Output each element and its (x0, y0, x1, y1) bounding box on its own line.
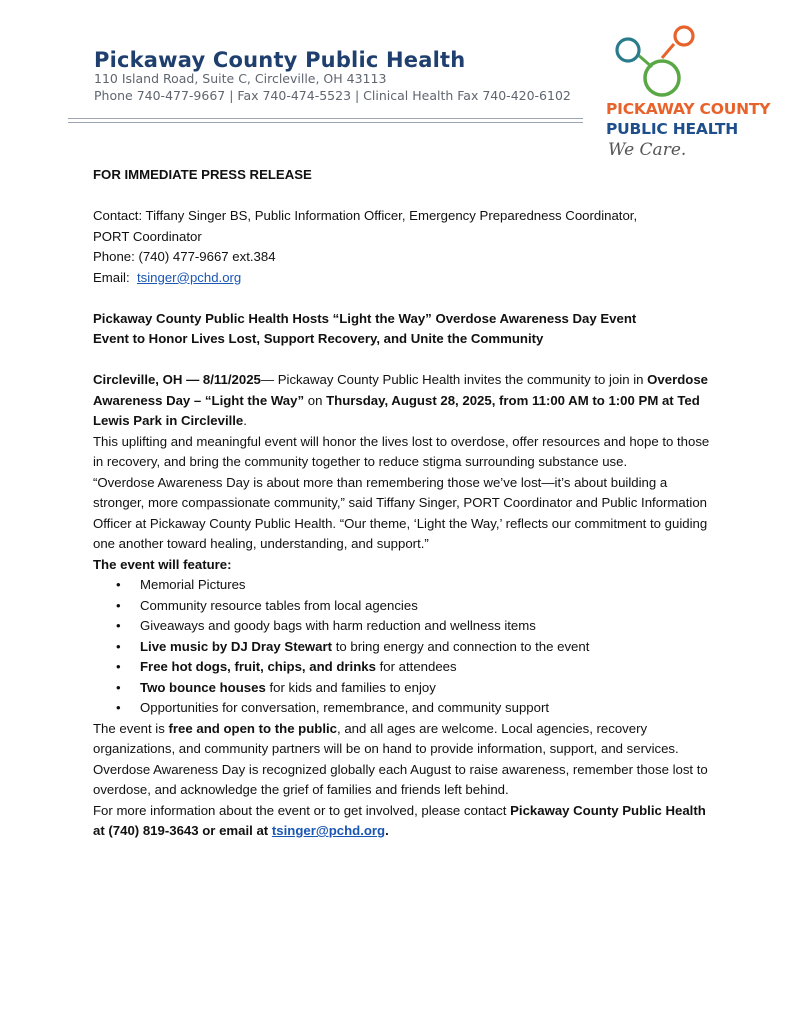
org-name: Pickaway County Public Health (94, 48, 466, 72)
feature-item: • Live music by DJ Dray Stewart to bring energy and connection to the event (138, 637, 713, 658)
event-when-where: Thursday, August 28, 2025, from 11:00 AM to 1:00 PM at Ted Lewis Park in Circleville (93, 392, 700, 428)
email-link[interactable]: tsinger@pchd.org (136, 269, 242, 285)
contact-line-2: PORT Coordinator (93, 228, 202, 244)
pchd-logo (604, 22, 774, 167)
contact-line: Contact: Tiffany Singer BS, Public Information Officer, Emergency Preparedness Coordinator, (93, 208, 638, 223)
org-address: 110 Island Road, Suite C, Circleville, OH 43113 (94, 71, 387, 86)
event-name: Overdose Awareness Day – “Light the Way” (93, 372, 709, 408)
header-rule-top (68, 118, 583, 119)
logo-tagline: We Care. (608, 140, 687, 160)
dateline: Circleville, OH — 8/11/2025 (93, 372, 261, 387)
header-rule-bottom (68, 122, 583, 123)
email-label: Email: (93, 269, 130, 285)
feature-item: • Memorial Pictures (138, 575, 713, 596)
logo-line2: PUBLIC HEALTH (606, 120, 738, 138)
public-paragraph: The event is free and open to the public, and all ages are welcome. Local agencies, recovery organizations, and community partners will be on hand to provide information, support, and services. (93, 720, 679, 756)
feature-item: • Community resource tables from local agencies (138, 596, 713, 617)
connected-circles-icon (604, 22, 774, 102)
more-info-email-link[interactable]: tsinger@pchd.org (271, 823, 386, 838)
features-heading: The event will feature: (93, 556, 232, 572)
feature-item: • Giveaways and goody bags with harm reduction and wellness items (138, 616, 713, 637)
contact-phone: Phone: (740) 477-9667 ext.384 (93, 249, 276, 264)
headline-subtitle: Event to Honor Lives Lost, Support Recovery, and Unite the Community (93, 331, 544, 346)
intro-paragraph: Circleville, OH — 8/11/2025— Pickaway County Public Health invites the community to join in Overdose Awareness Day – “Light the Way” on Thursday, August 28, 2025, from 11:00 AM to 1:00 PM at Ted Lewis Park in Circleville. (93, 372, 709, 428)
features-list (93, 575, 713, 719)
global-paragraph: Overdose Awareness Day is recognized globally each August to raise awareness, remember those lost to overdose, and acknowledge the grief of families and friends left behind. (93, 761, 708, 797)
headline-title: Pickaway County Public Health Hosts “Light the Way” Overdose Awareness Day Event (93, 310, 637, 326)
feature-item: • Free hot dogs, fruit, chips, and drinks for attendees (138, 657, 713, 678)
feature-item: • Two bounce houses for kids and families to enjoy (138, 678, 713, 699)
logo-line1: PICKAWAY COUNTY (606, 100, 771, 118)
purpose-paragraph: This uplifting and meaningful event will honor the lives lost to overdose, offer resources and hope to those in recovery, and bring the community together to reduce stigma surrounding substance use. (93, 433, 710, 469)
release-body (93, 165, 713, 842)
org-phones: Phone 740-477-9667 | Fax 740-474-5523 | Clinical Health Fax 740-420-6102 (94, 88, 571, 103)
contact-email (93, 268, 713, 289)
more-info-paragraph: For more information about the event or to get involved, please contact Pickaway County Public Health at (740) 819-3643 or email at tsinger@pchd.org. (93, 802, 706, 838)
quote-paragraph: “Overdose Awareness Day is about more than remembering those we’ve lost—it’s about building a stronger, more compassionate community,” said Tiffany Singer, PORT Coordinator and Public Information Officer at Pickaway County Public Health. “Our theme, ‘Light the Way,’ reflects our commitment to guiding one another toward healing, understanding, and support.” (93, 474, 708, 551)
feature-item: • Opportunities for conversation, remembrance, and community support (138, 698, 713, 719)
release-label: FOR IMMEDIATE PRESS RELEASE (93, 167, 312, 182)
